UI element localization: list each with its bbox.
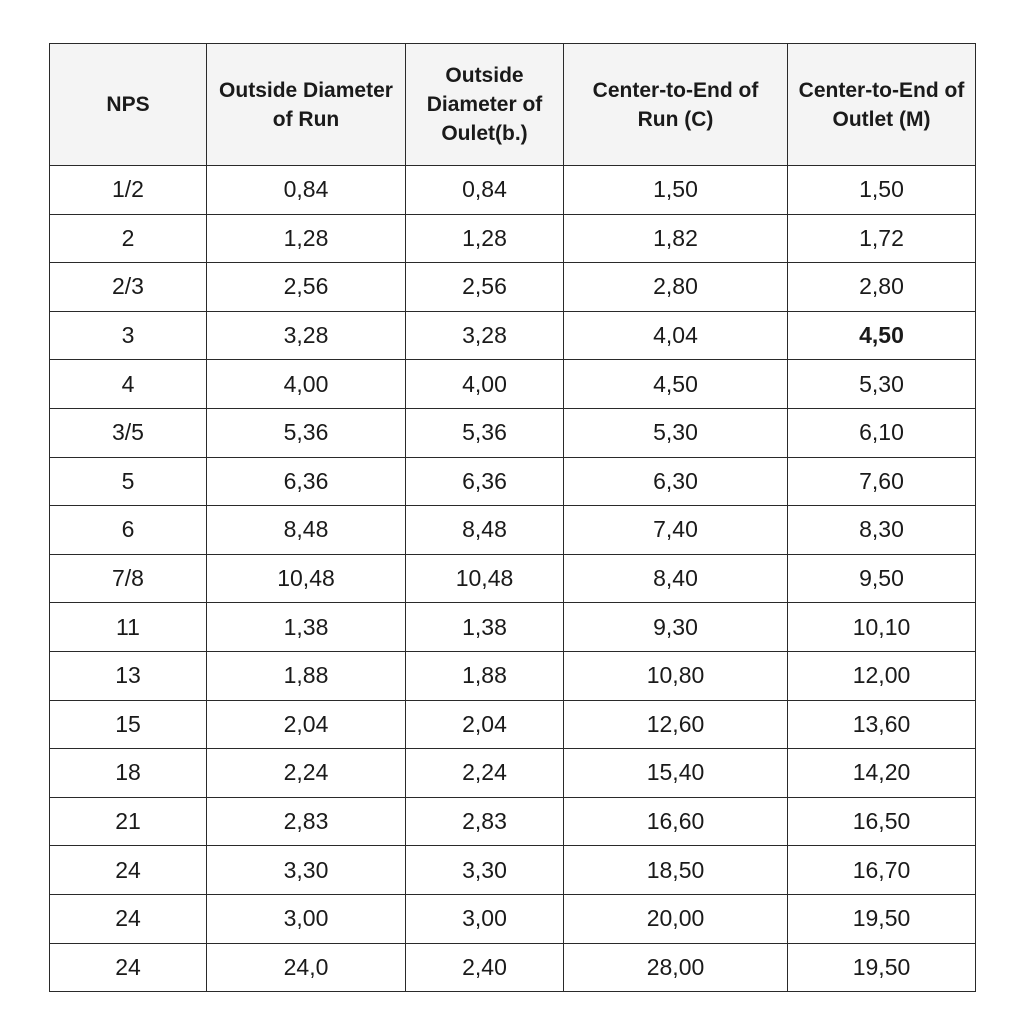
cell-cte-outlet: 10,10 [788, 603, 976, 652]
cell-od-run: 10,48 [207, 554, 406, 603]
header-center-to-end-run: Center-to-End of Run (C) [564, 44, 788, 166]
cell-cte-outlet: 5,30 [788, 360, 976, 409]
cell-od-run: 1,38 [207, 603, 406, 652]
cell-cte-run: 15,40 [564, 749, 788, 798]
cell-cte-run: 9,30 [564, 603, 788, 652]
cell-cte-run: 6,30 [564, 457, 788, 506]
cell-od-run: 2,04 [207, 700, 406, 749]
cell-od-outlet: 2,40 [406, 943, 564, 992]
cell-od-outlet: 3,00 [406, 894, 564, 943]
cell-cte-run: 2,80 [564, 263, 788, 312]
cell-cte-outlet: 19,50 [788, 943, 976, 992]
cell-od-run: 2,24 [207, 749, 406, 798]
table-row [50, 408, 976, 457]
cell-cte-run: 20,00 [564, 894, 788, 943]
table-row [50, 311, 976, 360]
cell-od-outlet: 2,83 [406, 797, 564, 846]
cell-cte-run: 1,50 [564, 166, 788, 215]
header-nps: NPS [50, 44, 207, 166]
cell-cte-outlet: 6,10 [788, 408, 976, 457]
cell-od-outlet: 6,36 [406, 457, 564, 506]
cell-nps: 6 [50, 506, 207, 555]
cell-od-run: 3,28 [207, 311, 406, 360]
cell-cte-run: 4,04 [564, 311, 788, 360]
cell-od-outlet: 1,38 [406, 603, 564, 652]
table-row [50, 554, 976, 603]
cell-od-outlet: 3,28 [406, 311, 564, 360]
cell-cte-run: 12,60 [564, 700, 788, 749]
cell-od-outlet: 0,84 [406, 166, 564, 215]
cell-cte-run: 4,50 [564, 360, 788, 409]
cell-od-outlet: 5,36 [406, 408, 564, 457]
table-row [50, 506, 976, 555]
cell-cte-outlet: 13,60 [788, 700, 976, 749]
cell-cte-outlet: 19,50 [788, 894, 976, 943]
cell-nps: 24 [50, 943, 207, 992]
cell-cte-outlet: 16,70 [788, 846, 976, 895]
table-row [50, 846, 976, 895]
table-row [50, 457, 976, 506]
cell-nps: 21 [50, 797, 207, 846]
table-row [50, 360, 976, 409]
cell-cte-run: 18,50 [564, 846, 788, 895]
cell-nps: 11 [50, 603, 207, 652]
table-row [50, 749, 976, 798]
cell-od-outlet: 4,00 [406, 360, 564, 409]
cell-nps: 7/8 [50, 554, 207, 603]
cell-nps: 24 [50, 846, 207, 895]
cell-nps: 5 [50, 457, 207, 506]
cell-nps: 3/5 [50, 408, 207, 457]
table-row [50, 894, 976, 943]
cell-cte-outlet: 14,20 [788, 749, 976, 798]
cell-cte-run: 28,00 [564, 943, 788, 992]
cell-cte-outlet: 16,50 [788, 797, 976, 846]
cell-od-outlet: 10,48 [406, 554, 564, 603]
cell-nps: 3 [50, 311, 207, 360]
table-row [50, 700, 976, 749]
cell-od-run: 3,00 [207, 894, 406, 943]
cell-od-run: 2,83 [207, 797, 406, 846]
header-outside-diameter-outlet: Outside Diameter of Oulet(b.) [406, 44, 564, 166]
header-row [50, 44, 976, 166]
table-row [50, 943, 976, 992]
table-row [50, 263, 976, 312]
cell-nps: 4 [50, 360, 207, 409]
cell-od-outlet: 3,30 [406, 846, 564, 895]
cell-cte-run: 7,40 [564, 506, 788, 555]
cell-cte-run: 8,40 [564, 554, 788, 603]
cell-od-run: 2,56 [207, 263, 406, 312]
table-row [50, 166, 976, 215]
cell-cte-outlet: 9,50 [788, 554, 976, 603]
cell-od-run: 8,48 [207, 506, 406, 555]
table-row [50, 797, 976, 846]
cell-od-run: 4,00 [207, 360, 406, 409]
cell-cte-run: 10,80 [564, 651, 788, 700]
cell-od-run: 24,0 [207, 943, 406, 992]
cell-nps: 13 [50, 651, 207, 700]
cell-od-run: 1,88 [207, 651, 406, 700]
table-row [50, 651, 976, 700]
cell-cte-outlet: 4,50 [788, 311, 976, 360]
cell-od-run: 5,36 [207, 408, 406, 457]
cell-cte-outlet: 8,30 [788, 506, 976, 555]
table-row [50, 214, 976, 263]
cell-cte-run: 1,82 [564, 214, 788, 263]
cell-od-outlet: 2,24 [406, 749, 564, 798]
cell-cte-outlet: 12,00 [788, 651, 976, 700]
cell-cte-outlet: 1,50 [788, 166, 976, 215]
cell-cte-run: 16,60 [564, 797, 788, 846]
cell-od-outlet: 2,56 [406, 263, 564, 312]
header-center-to-end-outlet: Center-to-End of Outlet (M) [788, 44, 976, 166]
cell-od-run: 3,30 [207, 846, 406, 895]
header-outside-diameter-run: Outside Diameter of Run [207, 44, 406, 166]
dimensions-table [49, 43, 976, 992]
cell-cte-outlet: 7,60 [788, 457, 976, 506]
cell-nps: 2/3 [50, 263, 207, 312]
cell-od-run: 0,84 [207, 166, 406, 215]
cell-od-outlet: 1,28 [406, 214, 564, 263]
table-row [50, 603, 976, 652]
cell-cte-outlet: 1,72 [788, 214, 976, 263]
cell-od-outlet: 2,04 [406, 700, 564, 749]
cell-nps: 24 [50, 894, 207, 943]
cell-od-run: 6,36 [207, 457, 406, 506]
cell-nps: 18 [50, 749, 207, 798]
cell-nps: 15 [50, 700, 207, 749]
cell-od-run: 1,28 [207, 214, 406, 263]
cell-cte-run: 5,30 [564, 408, 788, 457]
cell-cte-outlet: 2,80 [788, 263, 976, 312]
cell-nps: 2 [50, 214, 207, 263]
cell-nps: 1/2 [50, 166, 207, 215]
cell-od-outlet: 8,48 [406, 506, 564, 555]
cell-od-outlet: 1,88 [406, 651, 564, 700]
